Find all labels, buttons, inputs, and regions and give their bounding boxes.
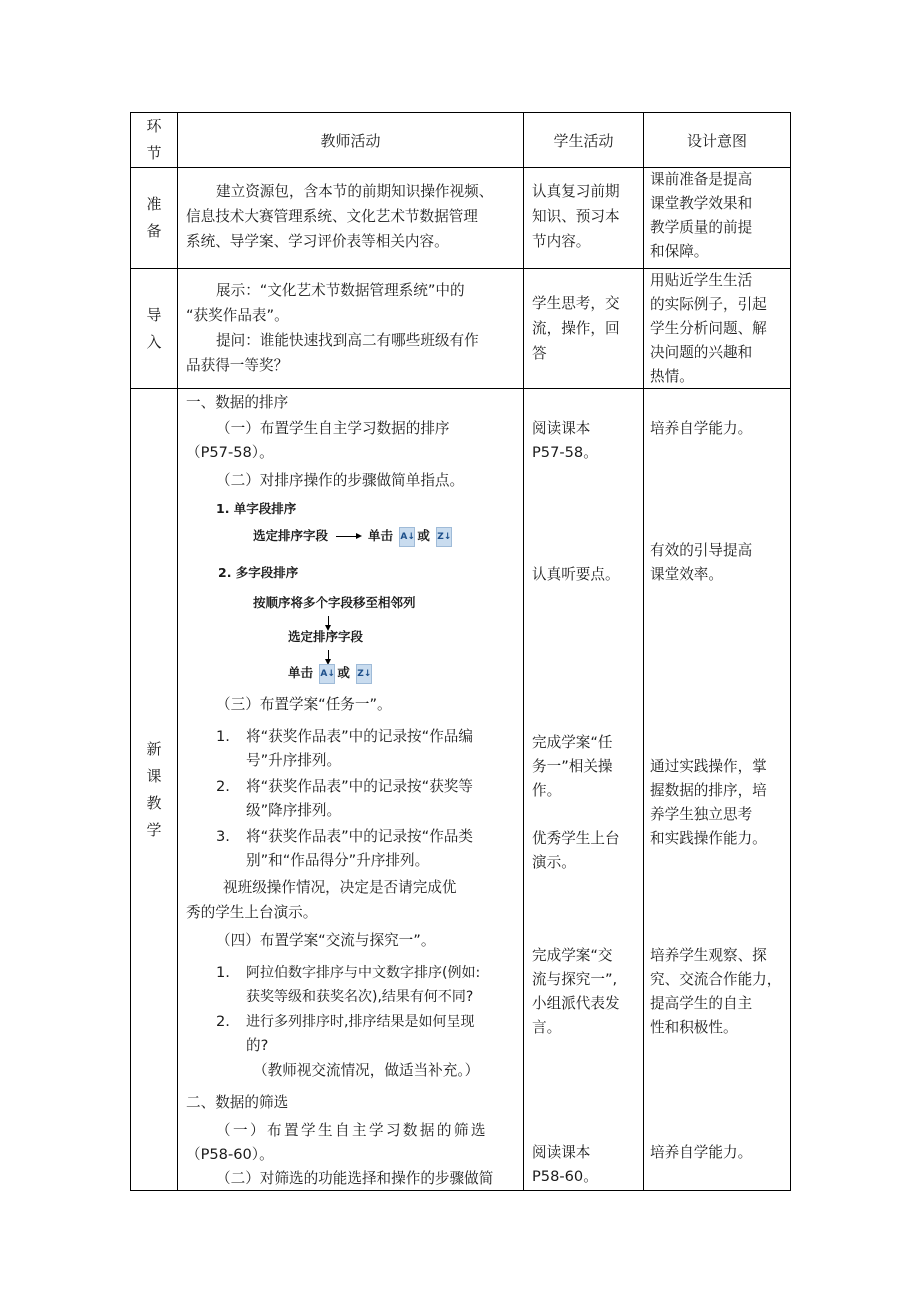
text-line: 进行多列排序时,排序结果是如何呈现	[246, 1014, 475, 1030]
text-line: 阿拉伯数字排序与中文数字排序(例如:	[246, 965, 481, 981]
stage-char: 导	[146, 305, 162, 324]
stage-char: 学	[146, 820, 162, 839]
text-line: P57-58。	[532, 444, 598, 461]
right-arrow-icon	[336, 536, 360, 537]
text-line: （一）布置学生自主学习数据的排序	[216, 420, 450, 437]
stage-char: 新	[146, 739, 162, 758]
text-line: 有效的引导提高	[650, 542, 753, 559]
header-student: 学生活动	[524, 113, 644, 168]
figure-single-title: 1. 单字段排序	[216, 501, 297, 516]
text-line: 流与探究一”,	[532, 971, 618, 988]
text-line: 课堂效率。	[650, 566, 723, 583]
text-line: （P58-60）。	[186, 1146, 274, 1163]
text-line: 完成学案“任	[532, 734, 613, 751]
text-line: （二）对排序操作的步骤做简单指点。	[216, 472, 465, 489]
figure-multi-step3	[288, 661, 374, 685]
text-line: 品获得一等奖？	[186, 357, 289, 374]
teacher-prep	[178, 168, 524, 269]
figure-click-text: 单击	[288, 665, 314, 680]
figure-or-text: 或	[417, 528, 430, 543]
text-line: （教师视交流情况，做适当补充。）	[253, 1062, 480, 1079]
text-line: 和保障。	[650, 243, 709, 260]
task-number: 2.	[216, 1013, 230, 1030]
task-number: 2.	[216, 778, 230, 795]
stage-char: 课	[146, 766, 162, 785]
section-title: 二、数据的筛选	[186, 1094, 289, 1111]
text-line: 小组派代表发	[532, 995, 620, 1012]
text-line: 培养自学能力。	[650, 1144, 753, 1161]
text-line: 视班级操作情况，决定是否请完成优	[223, 879, 457, 896]
header-intent: 设计意图	[644, 113, 791, 168]
text-line: 将“获奖作品表”中的记录按“作品编	[246, 728, 473, 745]
text-line: 学生思考，交	[532, 295, 620, 312]
figure-multi-title: 2. 多字段排序	[218, 565, 299, 580]
stage-char: 备	[146, 222, 162, 240]
header-stage-line: 环	[146, 117, 162, 135]
sort-descending-icon: Z↓	[436, 527, 452, 547]
text-line: 的?	[246, 1037, 269, 1054]
student-intro	[524, 269, 644, 389]
header-stage	[131, 113, 178, 168]
text-line: 系统、导学案、学习评价表等相关内容。	[186, 233, 449, 250]
sort-ascending-icon: A↓	[399, 527, 415, 547]
text-line: 握数据的排序，培	[650, 782, 767, 799]
text-line: 务一”相关操	[532, 758, 613, 775]
text-line: 决问题的兴趣和	[650, 344, 753, 361]
text-line: 将“获奖作品表”中的记录按“作品类	[246, 828, 473, 845]
figure-single-step	[253, 524, 454, 548]
task-number: 3.	[216, 828, 230, 845]
figure-multi-step1: 按顺序将多个字段移至相邻列	[253, 595, 416, 610]
down-arrow-icon	[328, 650, 329, 660]
header-row	[131, 113, 791, 168]
text-line: 信息技术大赛管理系统、文化艺术节数据管理	[186, 208, 478, 225]
intent-new-lesson	[644, 389, 791, 1191]
text-line: 优秀学生上台	[532, 830, 620, 847]
text-line: （四）布置学案“交流与探究一”。	[216, 932, 436, 949]
text-line: 将“获奖作品表”中的记录按“获奖等	[246, 778, 473, 795]
section-title: 一、数据的排序	[186, 394, 289, 411]
text-line: 号”升序排列。	[246, 752, 342, 769]
task-number: 1.	[216, 964, 230, 981]
text-line: 培养学生观察、探	[650, 947, 767, 964]
text-line: 流，操作，回	[532, 320, 620, 337]
header-teacher: 教师活动	[178, 113, 524, 168]
text-line: 知识、预习本	[532, 208, 620, 225]
figure-multi-step2: 选定排序字段	[288, 629, 364, 644]
stage-char: 入	[146, 332, 162, 351]
header-stage-line: 节	[146, 144, 162, 162]
text-line: 究、交流合作能力，	[650, 971, 782, 988]
intent-intro	[644, 269, 791, 389]
text-line: 提高学生的自主	[650, 995, 753, 1012]
text-line: 养学生独立思考	[650, 806, 753, 823]
figure-click-text: 单击	[368, 528, 394, 543]
text-line: （二）对筛选的功能选择和操作的步骤做简	[216, 1170, 494, 1187]
text-line: 和实践操作能力。	[650, 830, 767, 847]
text-line: 演示。	[532, 854, 576, 871]
text-line: 课堂教学效果和	[650, 195, 753, 212]
student-prep	[524, 168, 644, 269]
text-line: 课前准备是提高	[650, 171, 753, 188]
text-line: 认真复习前期	[532, 183, 620, 200]
text-line: 培养自学能力。	[650, 420, 753, 437]
text-line: 教学质量的前提	[650, 219, 753, 236]
text-line: “获奖作品表”。	[186, 307, 289, 324]
text-line: 提问：谁能快速找到高二有哪些班级有作	[216, 332, 479, 349]
stage-prep	[131, 168, 178, 269]
text-line: 获奖等级和获奖名次),结果有何不同?	[246, 989, 474, 1005]
figure-or-text: 或	[337, 665, 350, 680]
stage-char: 准	[146, 195, 162, 213]
text-line: 作。	[532, 782, 562, 799]
stage-char: 教	[146, 793, 162, 812]
text-line: P58-60。	[532, 1168, 598, 1185]
text-line: 热情。	[650, 368, 694, 385]
text-line: 通过实践操作，掌	[650, 758, 767, 775]
text-line: 言。	[532, 1019, 562, 1036]
text-line: 用贴近学生生活	[650, 272, 753, 289]
text-line: 节内容。	[532, 233, 591, 250]
stage-intro	[131, 269, 178, 389]
row-prep	[131, 168, 791, 269]
text-line: 认真听要点。	[532, 566, 620, 583]
figure-step-text: 选定排序字段	[253, 528, 329, 543]
text-line: 展示：“文化艺术节数据管理系统”中的	[216, 282, 465, 299]
row-intro	[131, 269, 791, 389]
text-line: 级”降序排列。	[246, 802, 342, 819]
text-line: 建立资源包，含本节的前期知识操作视频、	[216, 183, 494, 200]
text-line: 学生分析问题、解	[650, 320, 767, 337]
text-line: （P57-58）。	[186, 444, 274, 461]
task-number: 1.	[216, 728, 230, 745]
sort-ascending-icon: A↓	[319, 664, 335, 684]
text-line: 别”和“作品得分”升序排列。	[246, 852, 430, 869]
teacher-intro	[178, 269, 524, 389]
teacher-new-lesson	[178, 389, 524, 1191]
text-line: 性和积极性。	[650, 1019, 738, 1036]
text-line: 完成学案“交	[532, 947, 613, 964]
text-line: 秀的学生上台演示。	[186, 904, 318, 921]
intent-prep	[644, 168, 791, 269]
text-line: 阅读课本	[532, 1144, 591, 1161]
lesson-plan-table	[130, 112, 791, 1191]
text-line: （三）布置学案“任务一”。	[216, 696, 392, 713]
row-new-lesson	[131, 389, 791, 1191]
text-line: 答	[532, 345, 547, 362]
text-line: 的实际例子，引起	[650, 296, 767, 313]
sort-descending-icon: Z↓	[356, 664, 372, 684]
text-line: （一）布置学生自主学习数据的筛选	[216, 1122, 488, 1139]
text-line: 阅读课本	[532, 420, 591, 437]
stage-new-lesson	[131, 389, 178, 1191]
student-new-lesson	[524, 389, 644, 1191]
